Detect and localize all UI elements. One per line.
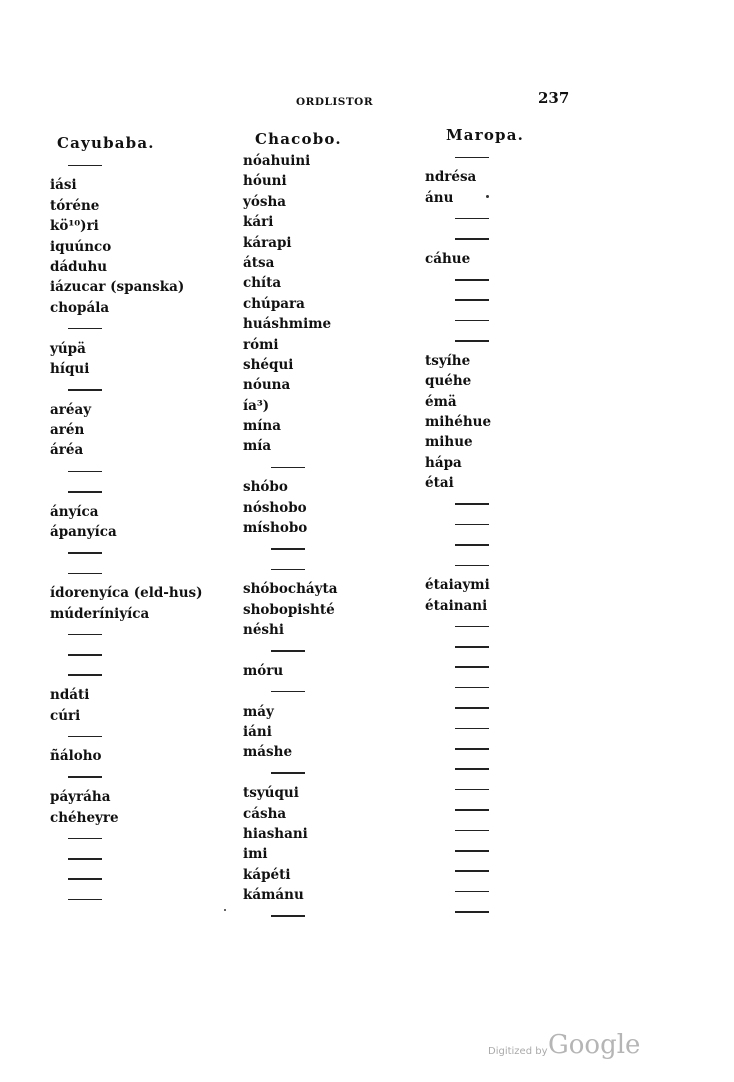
word-entry: tsyúqui	[243, 785, 299, 802]
missing-entry-dash	[243, 681, 337, 701]
word-entry: shéqui	[243, 356, 294, 373]
page-number: 237	[538, 89, 570, 107]
dash-mark	[455, 229, 489, 249]
dash-mark	[455, 677, 489, 697]
word-entry: máshe	[243, 744, 293, 761]
word-entry: kámánu	[243, 887, 304, 904]
dash-mark	[455, 147, 489, 167]
missing-entry-dash	[425, 229, 491, 249]
dash-mark	[271, 905, 305, 925]
word-entry: ñáloho	[50, 748, 102, 765]
word-entry: rómi	[243, 336, 279, 353]
dash-mark	[455, 534, 489, 554]
dash-mark	[455, 759, 489, 779]
word-entry: nóuna	[243, 377, 291, 394]
dash-mark	[455, 269, 489, 289]
word-entry: cásha	[243, 805, 287, 822]
dash-mark	[68, 828, 102, 848]
running-head: ORDLISTOR	[296, 96, 374, 108]
word-entry: shobopishté	[243, 601, 335, 618]
word-entry: mía	[243, 438, 272, 455]
google-logo: Google	[548, 1030, 641, 1060]
dash-mark	[455, 800, 489, 820]
word-entry: átsa	[243, 254, 275, 271]
word-entry: hiashani	[243, 825, 308, 842]
dash-mark	[455, 636, 489, 656]
missing-entry-dash	[425, 555, 491, 575]
missing-entry-dash	[425, 331, 491, 351]
word-entry: tóréne	[50, 197, 100, 214]
dash-mark	[271, 681, 305, 701]
column-heading-chacobo: Chacobo.	[255, 130, 342, 148]
dash-mark	[271, 559, 305, 579]
word-entry: áréa	[50, 442, 84, 459]
print-speck	[224, 909, 226, 911]
missing-entry-dash	[50, 563, 203, 583]
word-entry: chéheyre	[50, 809, 119, 826]
word-entry: chopála	[50, 299, 110, 316]
word-entry: iáni	[243, 723, 272, 740]
dash-mark	[455, 290, 489, 310]
dash-mark	[271, 640, 305, 660]
dash-mark	[68, 869, 102, 889]
word-entry: cáhue	[425, 250, 471, 267]
dash-mark	[455, 331, 489, 351]
dash-mark	[68, 889, 102, 909]
dash-mark	[455, 738, 489, 758]
word-entry: mihéhue	[425, 414, 492, 431]
word-entry: hápa	[425, 454, 462, 471]
missing-entry-dash	[425, 901, 491, 921]
missing-entry-dash	[50, 848, 203, 868]
word-entry: ányíca	[50, 503, 99, 520]
dash-mark	[455, 820, 489, 840]
dash-mark	[455, 310, 489, 330]
digitized-by-label: Digitized by	[488, 1046, 548, 1057]
dash-mark	[455, 514, 489, 534]
word-entry: yósha	[243, 193, 287, 210]
missing-entry-dash	[50, 726, 203, 746]
missing-entry-dash	[425, 738, 491, 758]
missing-entry-dash	[243, 640, 337, 660]
word-entry: kápéti	[243, 866, 291, 883]
dash-mark	[271, 763, 305, 783]
word-column-maropa	[425, 147, 491, 922]
dash-mark	[455, 861, 489, 881]
word-entry: quéhe	[425, 373, 472, 390]
missing-entry-dash	[425, 861, 491, 881]
dash-mark	[455, 840, 489, 860]
dash-mark	[68, 644, 102, 664]
missing-entry-dash	[50, 481, 203, 501]
missing-entry-dash	[425, 269, 491, 289]
word-entry: iquúnco	[50, 238, 112, 255]
word-entry: ápanyíca	[50, 524, 117, 541]
dash-mark	[68, 848, 102, 868]
dash-mark	[455, 208, 489, 228]
word-entry: étaiaymi	[425, 577, 490, 594]
word-entry: ndáti	[50, 687, 90, 704]
missing-entry-dash	[425, 881, 491, 901]
missing-entry-dash	[50, 461, 203, 481]
word-entry: híqui	[50, 360, 90, 377]
dash-mark	[455, 616, 489, 636]
missing-entry-dash	[425, 616, 491, 636]
word-entry: míshobo	[243, 520, 308, 537]
missing-entry-dash	[50, 379, 203, 399]
missing-entry-dash	[425, 840, 491, 860]
missing-entry-dash	[425, 147, 491, 167]
missing-entry-dash	[425, 208, 491, 228]
missing-entry-dash	[425, 636, 491, 656]
dash-mark	[455, 779, 489, 799]
dash-mark	[68, 726, 102, 746]
word-entry: kárapi	[243, 234, 292, 251]
dash-mark	[68, 379, 102, 399]
word-entry: múderíniyíca	[50, 605, 150, 622]
missing-entry-dash	[425, 820, 491, 840]
word-entry: hóuni	[243, 173, 287, 190]
missing-entry-dash	[425, 534, 491, 554]
missing-entry-dash	[425, 698, 491, 718]
print-speck	[486, 195, 489, 198]
column-heading-maropa: Maropa.	[446, 126, 525, 144]
word-column-cayubaba	[50, 155, 203, 909]
missing-entry-dash	[243, 538, 337, 558]
missing-entry-dash	[50, 624, 203, 644]
dash-mark	[68, 461, 102, 481]
missing-entry-dash	[50, 889, 203, 909]
dash-mark	[455, 698, 489, 718]
dash-mark	[68, 155, 102, 175]
word-entry: mína	[243, 418, 281, 435]
word-entry: cúri	[50, 707, 81, 724]
dash-mark	[455, 657, 489, 677]
word-entry: imi	[243, 846, 268, 863]
word-entry: chíta	[243, 275, 282, 292]
word-entry: nóshobo	[243, 499, 307, 516]
missing-entry-dash	[243, 905, 337, 925]
word-entry: kári	[243, 214, 274, 231]
dash-mark	[68, 624, 102, 644]
missing-entry-dash	[425, 494, 491, 514]
missing-entry-dash	[243, 763, 337, 783]
missing-entry-dash	[50, 318, 203, 338]
missing-entry-dash	[425, 800, 491, 820]
dash-mark	[455, 901, 489, 921]
word-entry: chúpara	[243, 295, 305, 312]
word-entry: nóahuini	[243, 153, 311, 169]
missing-entry-dash	[425, 290, 491, 310]
word-entry: arén	[50, 422, 85, 439]
dash-mark	[68, 318, 102, 338]
missing-entry-dash	[50, 665, 203, 685]
word-entry: néshi	[243, 621, 284, 638]
word-entry: iási	[50, 177, 77, 194]
missing-entry-dash	[243, 457, 337, 477]
word-entry: émä	[425, 393, 457, 410]
word-entry: mihue	[425, 434, 473, 451]
word-entry: ndrésa	[425, 169, 477, 186]
missing-entry-dash	[425, 310, 491, 330]
missing-entry-dash	[425, 657, 491, 677]
missing-entry-dash	[50, 155, 203, 175]
word-entry: huáshmime	[243, 316, 332, 333]
word-entry: móru	[243, 662, 284, 679]
missing-entry-dash	[425, 779, 491, 799]
dash-mark	[455, 555, 489, 575]
dash-mark	[68, 563, 102, 583]
word-entry: páyráha	[50, 789, 111, 806]
word-entry: shóbo	[243, 479, 288, 496]
word-entry: ánu	[425, 189, 454, 206]
dash-mark	[68, 665, 102, 685]
word-entry: étai	[425, 475, 454, 492]
missing-entry-dash	[243, 559, 337, 579]
word-entry: aréay	[50, 401, 92, 418]
column-heading-cayubaba: Cayubaba.	[57, 134, 155, 152]
word-entry: yúpä	[50, 340, 86, 357]
dash-mark	[455, 494, 489, 514]
missing-entry-dash	[425, 677, 491, 697]
word-entry: ía³)	[243, 397, 270, 414]
dash-mark	[68, 542, 102, 562]
missing-entry-dash	[425, 759, 491, 779]
dash-mark	[271, 538, 305, 558]
missing-entry-dash	[50, 828, 203, 848]
word-entry: máy	[243, 703, 274, 720]
word-entry: étainani	[425, 597, 488, 614]
dash-mark	[455, 881, 489, 901]
missing-entry-dash	[50, 542, 203, 562]
missing-entry-dash	[50, 869, 203, 889]
word-column-chacobo	[243, 151, 337, 926]
dash-mark	[68, 481, 102, 501]
dash-mark	[455, 718, 489, 738]
dash-mark	[271, 457, 305, 477]
word-entry: tsyíhe	[425, 352, 471, 369]
word-entry: iázucar (spanska)	[50, 279, 185, 296]
word-entry: ídorenyíca (eld-hus)	[50, 585, 203, 602]
word-entry: shóbocháyta	[243, 581, 338, 598]
missing-entry-dash	[50, 644, 203, 664]
word-entry: dáduhu	[50, 258, 108, 275]
missing-entry-dash	[50, 767, 203, 787]
missing-entry-dash	[425, 514, 491, 534]
dash-mark	[68, 767, 102, 787]
word-entry: kö¹⁰)ri	[50, 218, 99, 235]
missing-entry-dash	[425, 718, 491, 738]
